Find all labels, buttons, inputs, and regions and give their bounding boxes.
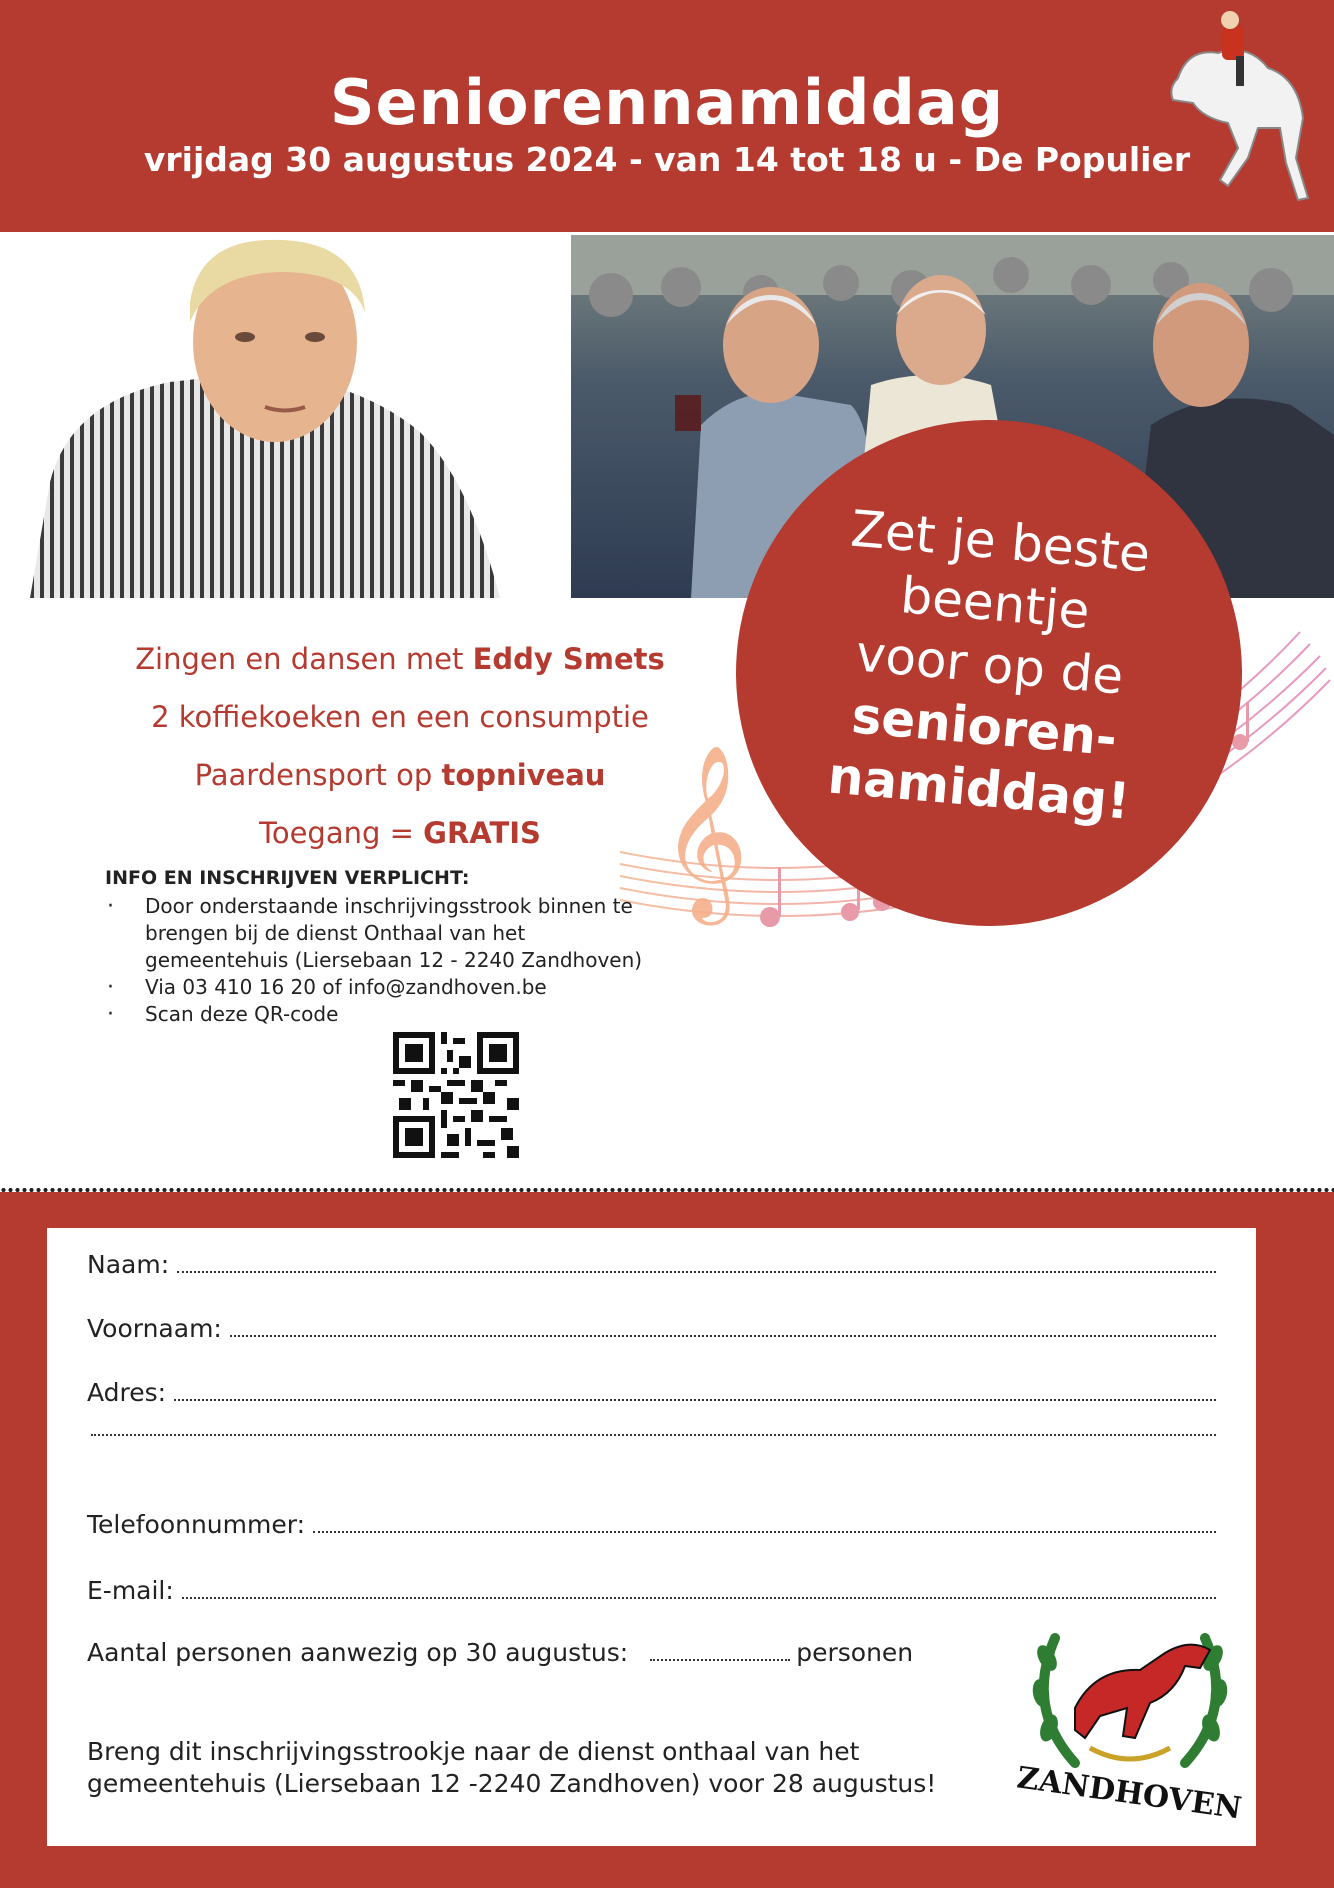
email-label: E-mail: — [87, 1576, 174, 1605]
info-section — [105, 867, 665, 1028]
info-item-desk: · Door onderstaande inschrijvingsstrook binnen te brengen bij de dienst Onthaal van het gemeentehuis (Liersebaan 12 - 2240 Zandhoven) — [105, 893, 665, 974]
header — [0, 0, 1334, 232]
feature-entry: Toegang = GRATIS — [259, 816, 541, 850]
attendees-field[interactable] — [87, 1638, 913, 1667]
info-list — [105, 893, 665, 1028]
slogan-line-2: beentje — [898, 566, 1092, 641]
qr-code[interactable] — [393, 1032, 519, 1158]
perforation-line — [0, 1186, 1334, 1194]
logo-text: ZANDHOVEN — [1014, 1760, 1244, 1827]
naam-line[interactable] — [177, 1271, 1216, 1273]
eddy-smets-photo — [30, 232, 540, 598]
info-item-qr: · Scan deze QR-code — [105, 1001, 665, 1028]
slogan-line-1: Zet je beste — [848, 499, 1153, 584]
telefoon-line[interactable] — [313, 1531, 1216, 1533]
info-title: INFO EN INSCHRIJVEN VERPLICHT: — [105, 867, 470, 889]
slogan-line-3: voor op de — [853, 624, 1126, 706]
show-jumping-horse-icon — [1158, 8, 1318, 218]
voornaam-line[interactable] — [230, 1335, 1216, 1337]
slogan-line-5: namiddag! — [825, 746, 1133, 831]
naam-label: Naam: — [87, 1250, 170, 1279]
attendees-unit: personen — [796, 1638, 914, 1667]
voornaam-label: Voornaam: — [87, 1314, 222, 1343]
adres-line-2[interactable] — [91, 1434, 1216, 1436]
slogan-line-4: senioren- — [849, 686, 1120, 768]
feature-coffee: 2 koffiekoeken en een consumptie — [151, 700, 649, 734]
adres-line-1[interactable] — [174, 1399, 1216, 1401]
voornaam-field[interactable] — [87, 1314, 1216, 1343]
telefoon-label: Telefoonnummer: — [87, 1510, 306, 1539]
event-subtitle: vrijdag 30 augustus 2024 - van 14 tot 18 u - De Populier — [143, 140, 1191, 179]
event-features — [80, 630, 720, 862]
zandhoven-logo — [1015, 1598, 1245, 1828]
feature-singing: Zingen en dansen met Eddy Smets — [135, 642, 665, 676]
content-area — [0, 232, 1334, 1192]
adres-field[interactable] — [87, 1378, 1216, 1407]
adres-label: Adres: — [87, 1378, 167, 1407]
return-instruction: Breng dit inschrijvingsstrookje naar de dienst onthaal van het gemeentehuis (Liersebaan 12 -2240 Zandhoven) voor 28 augustus! — [87, 1737, 937, 1798]
feature-horse-sport: Paardensport op topniveau — [194, 758, 606, 792]
attendees-label: Aantal personen aanwezig op 30 augustus: — [87, 1638, 629, 1667]
adres-field-2[interactable] — [87, 1434, 1216, 1442]
page-title: Seniorennamiddag — [329, 66, 1005, 139]
attendees-line[interactable] — [650, 1659, 790, 1661]
svg-text:𝄞: 𝄞 — [660, 744, 749, 918]
info-item-contact[interactable]: · Via 03 410 16 20 of info@zandhoven.be — [105, 974, 665, 1001]
telefoon-field[interactable] — [87, 1510, 1216, 1539]
registration-form — [47, 1228, 1256, 1846]
naam-field[interactable] — [87, 1250, 1216, 1279]
